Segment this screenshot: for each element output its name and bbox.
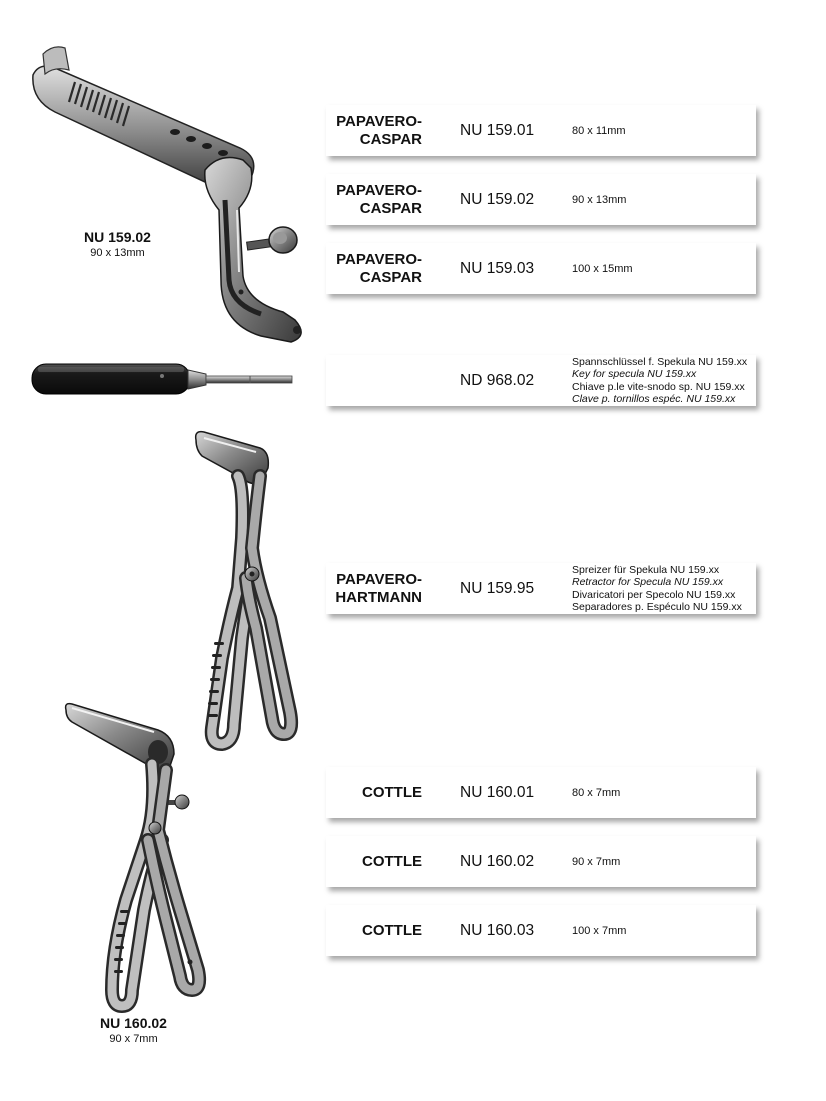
cottle-speculum-image: [62, 700, 202, 1010]
product-code: NU 160.03: [460, 921, 535, 939]
desc-spanish: Separadores p. Espéculo NU 159.xx: [572, 601, 742, 613]
cottle-caption: [76, 1015, 191, 1045]
product-name: [336, 105, 422, 156]
product-name: [336, 174, 422, 225]
product-name: [362, 767, 422, 818]
product-name-line2: CASPAR: [359, 130, 422, 148]
product-row: [326, 243, 756, 294]
product-name: [362, 836, 422, 887]
product-code: NU 159.01: [460, 121, 535, 139]
desc-german: Spreizer für Spekula NU 159.xx: [572, 563, 720, 576]
desc-english: Retractor for Specula NU 159.xx: [572, 576, 724, 588]
desc-spanish: Clave p. tornillos espéc. NU 159.xx: [572, 393, 736, 405]
product-row: [326, 174, 756, 225]
product-name-line1: PAPAVERO-: [336, 570, 422, 588]
desc-italian: Divaricatori per Specolo NU 159.xx: [572, 588, 736, 601]
product-row: [326, 836, 756, 887]
product-size: 100 x 7mm: [572, 924, 627, 937]
product-size: 80 x 11mm: [572, 124, 626, 137]
product-row: [326, 767, 756, 818]
caption-size: 90 x 13mm: [90, 247, 145, 259]
product-code: NU 159.95: [460, 579, 535, 597]
product-name-line1: COTTLE: [362, 783, 422, 801]
product-name-line1: PAPAVERO-: [336, 181, 422, 199]
desc-english: Key for specula NU 159.xx: [572, 368, 697, 380]
caption-code: NU 160.02: [100, 1015, 167, 1031]
desc-italian: Chiave p.le vite-snodo sp. NU 159.xx: [572, 380, 745, 393]
product-row: [326, 355, 756, 406]
product-code: ND 968.02: [460, 371, 535, 389]
product-name-line1: PAPAVERO-: [336, 250, 422, 268]
papavero-caspar-speculum-image: [25, 40, 325, 350]
product-name-line2: CASPAR: [359, 268, 422, 286]
key-tool-image: [30, 360, 295, 400]
product-size: 90 x 7mm: [572, 855, 621, 868]
product-code: NU 160.02: [460, 852, 535, 870]
product-name-line1: COTTLE: [362, 921, 422, 939]
product-description: [572, 355, 747, 406]
product-description: [572, 563, 742, 614]
papavero-hartmann-retractor-image: [190, 428, 310, 748]
product-row: [326, 905, 756, 956]
product-row: [326, 563, 756, 614]
product-name-line1: PAPAVERO-: [336, 112, 422, 130]
product-size: 90 x 13mm: [572, 193, 627, 206]
product-size: 100 x 15mm: [572, 262, 633, 275]
product-name: [335, 563, 422, 614]
product-code: NU 159.03: [460, 259, 535, 277]
product-code: NU 160.01: [460, 783, 535, 801]
caption-size: 90 x 7mm: [109, 1033, 158, 1045]
papavero-caspar-caption: [60, 229, 175, 259]
product-row: [326, 105, 756, 156]
desc-german: Spannschlüssel f. Spekula NU 159.xx: [572, 355, 748, 368]
product-size: 80 x 7mm: [572, 786, 621, 799]
product-name-line2: HARTMANN: [335, 588, 422, 606]
product-name-line1: COTTLE: [362, 852, 422, 870]
product-name: [362, 905, 422, 956]
product-name-line2: CASPAR: [359, 199, 422, 217]
product-code: NU 159.02: [460, 190, 535, 208]
caption-code: NU 159.02: [84, 229, 151, 245]
product-name: [336, 243, 422, 294]
